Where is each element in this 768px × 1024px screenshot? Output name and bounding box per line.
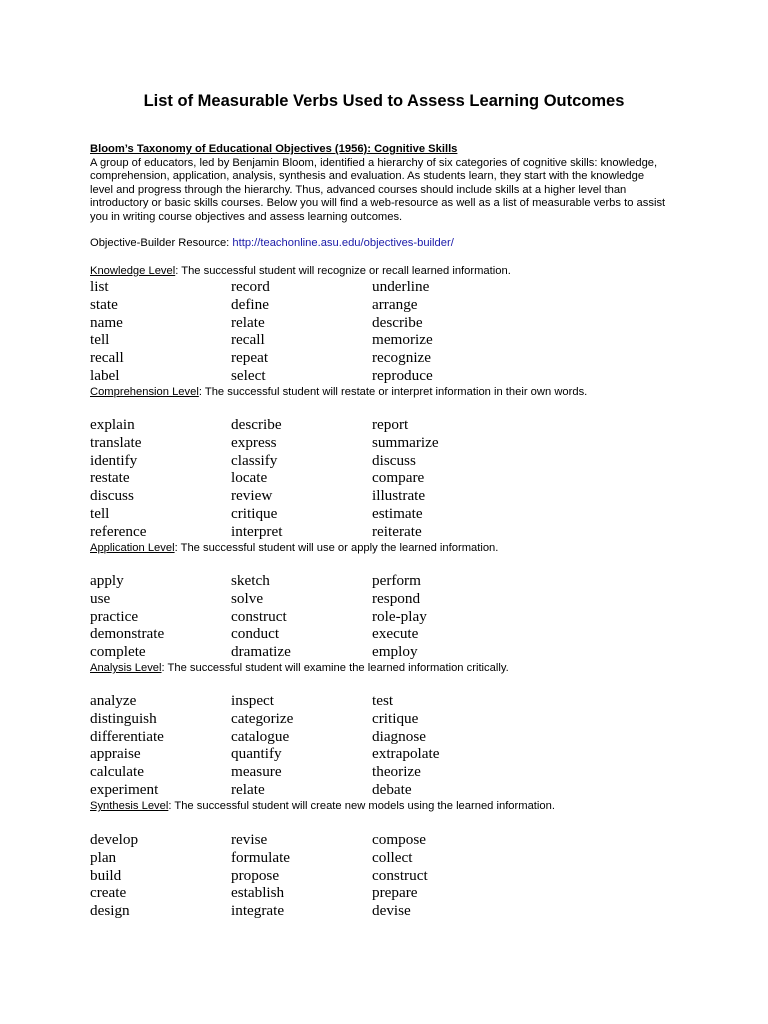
verb: critique bbox=[231, 504, 278, 522]
level-description: : The successful student will examine the learned information critically. bbox=[161, 662, 509, 674]
verb: define bbox=[231, 295, 269, 313]
resource-line bbox=[90, 236, 454, 250]
verb-row bbox=[90, 367, 690, 385]
verb: use bbox=[90, 589, 111, 607]
verb: solve bbox=[231, 589, 264, 607]
verb: devise bbox=[372, 902, 411, 920]
verb: test bbox=[372, 692, 394, 709]
verb-row bbox=[90, 710, 690, 728]
verb-row bbox=[90, 590, 690, 608]
verb: develop bbox=[90, 831, 139, 848]
verb: apply bbox=[90, 572, 124, 589]
application-level-heading bbox=[90, 541, 498, 555]
verb: review bbox=[231, 487, 273, 505]
intro-line: A group of educators, led by Benjamin Bloom, identified a hierarchy of six categories of cognitive skills: knowledge, bbox=[90, 156, 658, 169]
verb: practice bbox=[90, 607, 139, 625]
verb: identify bbox=[90, 451, 138, 469]
verb: recall bbox=[90, 349, 124, 367]
verb: measure bbox=[231, 763, 282, 781]
verb: discuss bbox=[372, 451, 416, 469]
analysis-verbs-table bbox=[90, 692, 690, 799]
verb: reference bbox=[90, 522, 147, 540]
verb-row bbox=[90, 452, 690, 470]
verb: conduct bbox=[231, 625, 280, 643]
verb-row bbox=[90, 523, 690, 541]
verb-row bbox=[90, 434, 690, 452]
verb-row bbox=[90, 572, 690, 590]
application-verbs-table bbox=[90, 572, 690, 661]
intro-paragraph bbox=[90, 157, 690, 225]
verb: dramatize bbox=[231, 643, 291, 661]
verb: list bbox=[90, 278, 109, 295]
verb: catalogue bbox=[231, 727, 290, 745]
verb: repeat bbox=[231, 349, 269, 367]
verb-row bbox=[90, 728, 690, 746]
verb: report bbox=[372, 416, 409, 433]
verb: recognize bbox=[372, 349, 432, 367]
intro-line: comprehension, application, analysis, synthesis and evaluation. As students learn, they start with the knowledge bbox=[90, 170, 645, 183]
verb: illustrate bbox=[372, 487, 426, 505]
verb: arrange bbox=[372, 295, 418, 313]
verb: create bbox=[90, 884, 127, 902]
verb: collect bbox=[372, 848, 413, 866]
intro-line: you in writing course objectives and assess learning outcomes. bbox=[90, 210, 403, 223]
verb-row bbox=[90, 849, 690, 867]
verb: translate bbox=[90, 433, 142, 451]
level-name: Synthesis Level bbox=[90, 800, 169, 812]
verb: revise bbox=[231, 831, 268, 848]
verb-row bbox=[90, 505, 690, 523]
synthesis-level-heading bbox=[90, 799, 555, 813]
resource-link[interactable]: http://teachonline.asu.edu/objectives-builder/ bbox=[232, 237, 454, 249]
verb-row bbox=[90, 643, 690, 661]
resource-label: Objective-Builder Resource: bbox=[90, 237, 230, 249]
level-description: : The successful student will recognize or recall learned information. bbox=[175, 265, 511, 277]
level-description: : The successful student will use or apply the learned information. bbox=[174, 542, 499, 554]
verb: construct bbox=[231, 607, 287, 625]
comprehension-level-heading bbox=[90, 385, 587, 399]
intro-line: introductory or basic skills courses. Below you will find a web-resource as well as a list of measurable verbs to assist bbox=[90, 197, 666, 210]
verb: compose bbox=[372, 831, 426, 848]
verb: perform bbox=[372, 572, 421, 589]
verb: inspect bbox=[231, 692, 275, 709]
verb: state bbox=[90, 295, 118, 313]
verb: execute bbox=[372, 625, 419, 643]
verb: interpret bbox=[231, 522, 283, 540]
verb-row bbox=[90, 902, 690, 920]
verb-row bbox=[90, 884, 690, 902]
verb: analyze bbox=[90, 692, 137, 709]
verb: memorize bbox=[372, 331, 433, 349]
verb: prepare bbox=[372, 884, 418, 902]
verb: describe bbox=[231, 416, 282, 433]
verb: critique bbox=[372, 709, 419, 727]
verb: experiment bbox=[90, 780, 159, 798]
verb: name bbox=[90, 313, 123, 331]
verb-row bbox=[90, 331, 690, 349]
verb: tell bbox=[90, 331, 110, 349]
verb-row bbox=[90, 278, 690, 296]
verb-row bbox=[90, 692, 690, 710]
verb-row bbox=[90, 781, 690, 799]
verb: debate bbox=[372, 780, 412, 798]
verb: differentiate bbox=[90, 727, 164, 745]
verb: propose bbox=[231, 866, 280, 884]
verb-row bbox=[90, 349, 690, 367]
verb: demonstrate bbox=[90, 625, 165, 643]
verb: reiterate bbox=[372, 522, 422, 540]
verb: plan bbox=[90, 848, 117, 866]
verb: summarize bbox=[372, 433, 439, 451]
verb: restate bbox=[90, 469, 130, 487]
verb-row bbox=[90, 416, 690, 434]
verb: discuss bbox=[90, 487, 134, 505]
verb: formulate bbox=[231, 848, 291, 866]
level-name: Application Level bbox=[90, 542, 175, 554]
verb: express bbox=[231, 433, 277, 451]
verb: locate bbox=[231, 469, 268, 487]
verb: design bbox=[90, 902, 130, 920]
verb: reproduce bbox=[372, 366, 433, 384]
level-description: : The successful student will restate or interpret information in their own words. bbox=[198, 386, 588, 398]
knowledge-level-heading bbox=[90, 264, 511, 278]
verb: diagnose bbox=[372, 727, 426, 745]
verb-row bbox=[90, 296, 690, 314]
level-name: Analysis Level bbox=[90, 662, 162, 674]
verb: integrate bbox=[231, 902, 285, 920]
verb: build bbox=[90, 866, 122, 884]
verb: record bbox=[231, 278, 270, 295]
verb: calculate bbox=[90, 763, 144, 781]
verb: extrapolate bbox=[372, 745, 440, 763]
verb: label bbox=[90, 366, 120, 384]
level-name: Comprehension Level bbox=[90, 386, 199, 398]
verb: select bbox=[231, 366, 266, 384]
comprehension-verbs-table bbox=[90, 416, 690, 541]
verb: appraise bbox=[90, 745, 141, 763]
verb: complete bbox=[90, 643, 146, 661]
verb: relate bbox=[231, 313, 265, 331]
verb: establish bbox=[231, 884, 285, 902]
verb: tell bbox=[90, 504, 110, 522]
verb: role-play bbox=[372, 607, 427, 625]
synthesis-verbs-table bbox=[90, 831, 690, 920]
verb: categorize bbox=[231, 709, 294, 727]
verb: relate bbox=[231, 780, 265, 798]
verb: underline bbox=[372, 278, 430, 295]
intro-line: level and progress through the hierarchy. Thus, advanced courses should include skills at a higher level than bbox=[90, 183, 627, 196]
verb: theorize bbox=[372, 763, 421, 781]
analysis-level-heading bbox=[90, 661, 509, 675]
verb: respond bbox=[372, 589, 421, 607]
level-name: Knowledge Level bbox=[90, 265, 176, 277]
verb-row bbox=[90, 625, 690, 643]
verb: employ bbox=[372, 643, 418, 661]
verb-row bbox=[90, 608, 690, 626]
verb-row bbox=[90, 745, 690, 763]
verb: recall bbox=[231, 331, 265, 349]
level-description: : The successful student will create new models using the learned information. bbox=[168, 800, 555, 812]
page-title: List of Measurable Verbs Used to Assess Learning Outcomes bbox=[143, 92, 625, 110]
verb: classify bbox=[231, 451, 278, 469]
verb-row bbox=[90, 763, 690, 781]
verb-row bbox=[90, 469, 690, 487]
verb-row bbox=[90, 831, 690, 849]
verb-row bbox=[90, 487, 690, 505]
verb: construct bbox=[372, 866, 428, 884]
knowledge-verbs-table bbox=[90, 278, 690, 385]
verb: sketch bbox=[231, 572, 270, 589]
intro-heading: Bloom’s Taxonomy of Educational Objectives (1956): Cognitive Skills bbox=[90, 143, 458, 155]
verb: distinguish bbox=[90, 709, 157, 727]
verb: explain bbox=[90, 416, 135, 433]
verb: quantify bbox=[231, 745, 282, 763]
verb: describe bbox=[372, 313, 423, 331]
verb-row bbox=[90, 314, 690, 332]
verb: estimate bbox=[372, 504, 423, 522]
verb: compare bbox=[372, 469, 425, 487]
verb-row bbox=[90, 867, 690, 885]
intro-section bbox=[90, 143, 690, 225]
